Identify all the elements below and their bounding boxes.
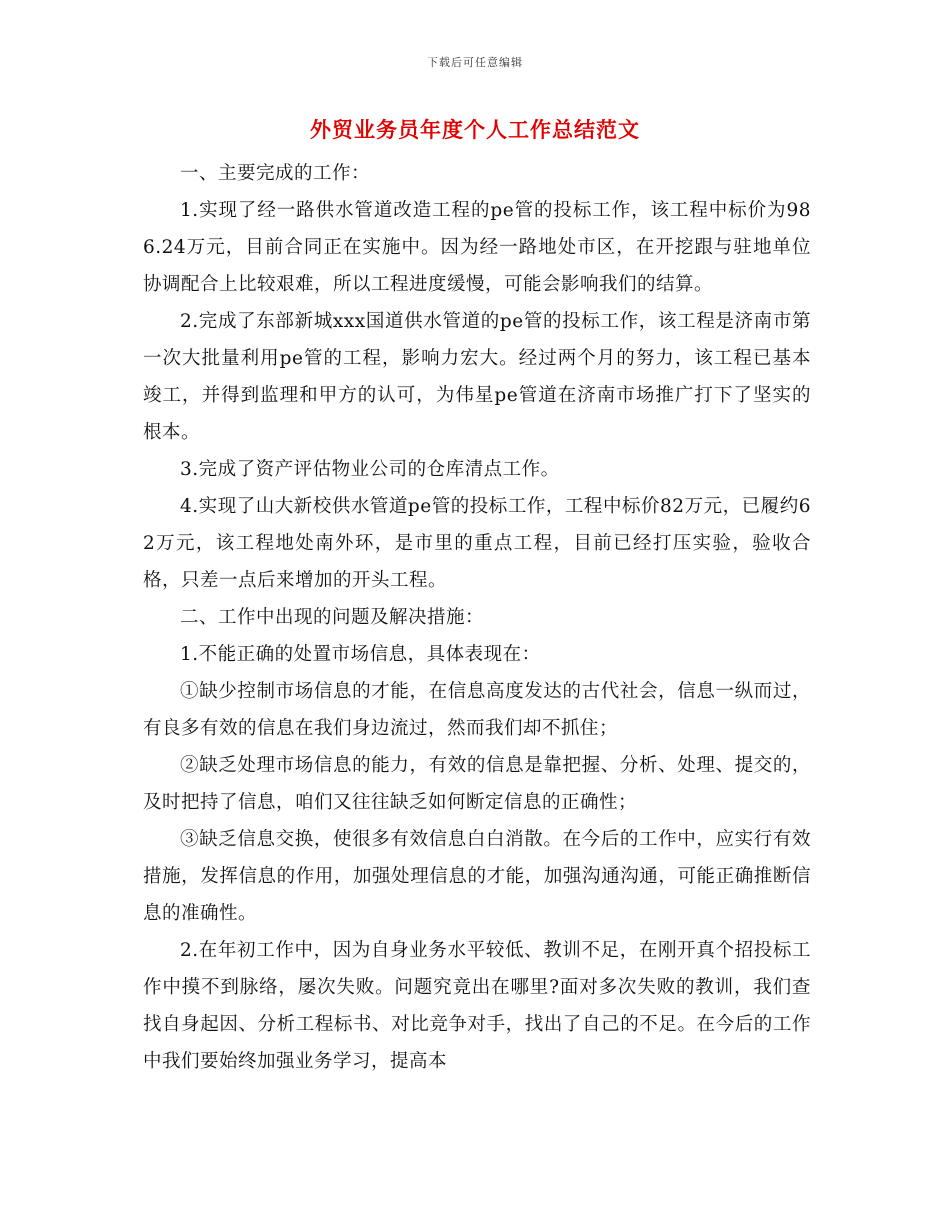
- document-title: 外贸业务员年度个人工作总结范文: [310, 118, 640, 142]
- paragraph-item-2: 2.完成了东部新城xxx国道供水管道的pe管的投标工作，该工程是济南市第一次大批量利用pe管的工程，影响力宏大。经过两个月的努力，该工程已基本竣工，并得到监理和甲方的认可，为伟星pe管道在济南市场推广打下了坚实的根本。: [143, 311, 811, 443]
- document-body: [143, 155, 811, 1080]
- paragraph-item-4: 4.实现了山大新校供水管道pe管的投标工作，工程中标价82万元，已履约62万元，该工程地处南外环，是市里的重点工程，目前已经打压实验，验收合格，只差一点后来增加的开头工程。: [143, 496, 811, 591]
- paragraph-problem-1: 1.不能正确的处置市场信息，具体表现在：: [180, 644, 541, 665]
- section-heading-2: 二、工作中出现的问题及解决措施：: [180, 607, 485, 628]
- paragraph-item-1: 1.实现了经一路供水管道改造工程的pe管的投标工作，该工程中标价为986.24万元，目前合同正在实施中。因为经一路地处市区，在开挖跟与驻地单位协调配合上比较艰难，所以工程进度缓慢，可能会影响我们的结算。: [143, 200, 811, 295]
- paragraph-item-3: 3.完成了资产评估物业公司的仓库清点工作。: [180, 459, 560, 480]
- paragraph-subpoint-3: ③缺乏信息交换，使很多有效信息白白消散。在今后的工作中，应实行有效措施，发挥信息的作用，加强处理信息的才能，加强沟通沟通，可能正确推断信息的准确性。: [143, 829, 811, 924]
- paragraph-subpoint-1: ①缺少控制市场信息的才能，在信息高度发达的古代社会，信息一纵而过，有良多有效的信息在我们身边流过，然而我们却不抓住；: [143, 681, 811, 739]
- section-heading-1: 一、主要完成的工作：: [180, 163, 371, 184]
- paragraph-problem-2: 2.在年初工作中，因为自身业务水平较低、教训不足，在刚开真个招投标工作中摸不到脉络，屡次失败。问题究竟出在哪里?面对多次失败的教训，我们查找自身起因、分析工程标书、对比竞争对手，找出了自己的不足。在今后的工作中我们要始终加强业务学习，提高本: [143, 940, 811, 1072]
- paragraph-subpoint-2: ②缺乏处理市场信息的能力，有效的信息是靠把握、分析、处理、提交的，及时把持了信息，咱们又往往缺乏如何断定信息的正确性；: [143, 755, 811, 813]
- header-note: 下载后可任意编辑: [427, 56, 523, 69]
